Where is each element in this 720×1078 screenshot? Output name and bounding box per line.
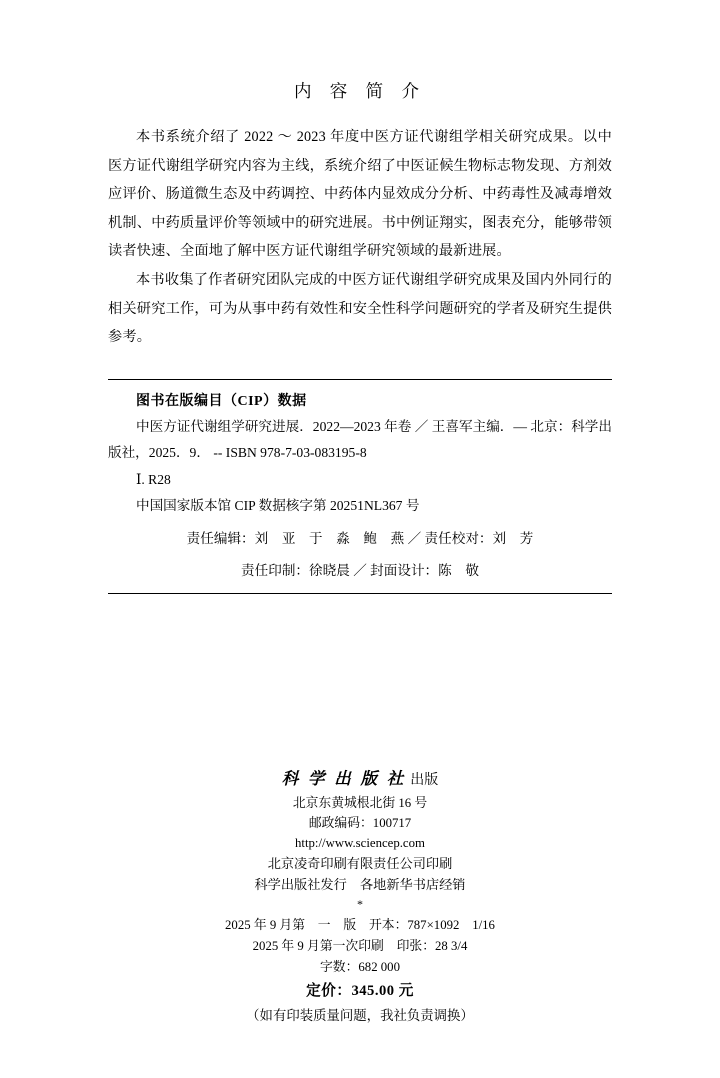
colophon [0, 768, 720, 1027]
divider-bottom [108, 593, 612, 594]
abstract-paragraph-1: 本书系统介绍了 2022 ～ 2023 年度中医方证代谢组学相关研究成果。以中医方证代谢组学研究内容为主线，系统介绍了中医证候生物标志物发现、方剂效应评价、肠道微生态及中药调控、中药体内显效成分分析、中药毒性及减毒增效机制、中药质量评价等领域中的研究进展。书中例证翔实，图表充分，能够带领读者快速、全面地了解中医方证代谢组学研究领域的最新进展。 [108, 129, 612, 260]
separator-asterisk: * [357, 897, 363, 911]
abstract-section [108, 123, 612, 352]
cip-inner [108, 380, 612, 584]
book-copyright-page [0, 78, 720, 1078]
cip-block [108, 379, 612, 594]
printer-line: 北京凌奇印刷有限责任公司印刷 [267, 856, 453, 871]
cip-catalog-number-line: 中国国家版本馆 CIP 数据核字第 20251NL367 号 [136, 498, 420, 514]
abstract-paragraph-2: 本书收集了作者研究团队完成的中医方证代谢组学研究成果及国内外同行的相关研究工作，可为从事中药有效性和安全性科学问题研究的学者及研究生提供参考。 [108, 271, 612, 346]
price-line: 定价：345.00 元 [306, 983, 414, 999]
publisher-name: 科 学 出 版 社 [281, 769, 406, 788]
cip-heading: 图书在版编目（CIP）数据 [136, 393, 307, 409]
publisher-address: 北京东黄城根北街 16 号 [292, 796, 428, 810]
edition-line: 2025 年 9 月第 一 版 开本：787×1092 1/16 [225, 918, 495, 932]
cip-record-line: 中医方证代谢组学研究进展．2022—2023 年卷 ／ 王喜军主编．— 北京：科学出版社，2025．9． -- ISBN 978-7-03-083195-8 [108, 418, 612, 461]
publisher-postcode: 邮政编码：100717 [308, 816, 412, 830]
credits-production: 责任印制：徐晓晨 ／ 封面设计：陈 敬 [241, 562, 479, 578]
credits-editors: 责任编辑：刘 亚 于 淼 鲍 燕 ／ 责任校对：刘 芳 [186, 530, 534, 546]
distributor-line: 科学出版社发行 各地新华书店经销 [254, 877, 466, 892]
quality-note: （如有印装质量问题，我社负责调换） [246, 1008, 474, 1023]
cip-classification-line: Ⅰ. R28 [136, 471, 171, 487]
publisher-url: http://www.sciencep.com [295, 836, 425, 850]
publisher-suffix: 出版 [410, 773, 439, 788]
print-run-line: 2025 年 9 月第一次印刷 印张：28 3/4 [252, 939, 468, 953]
word-count-line: 字数：682 000 [320, 960, 400, 974]
page-title: 内 容 简 介 [293, 81, 427, 101]
publisher-line [0, 768, 720, 791]
